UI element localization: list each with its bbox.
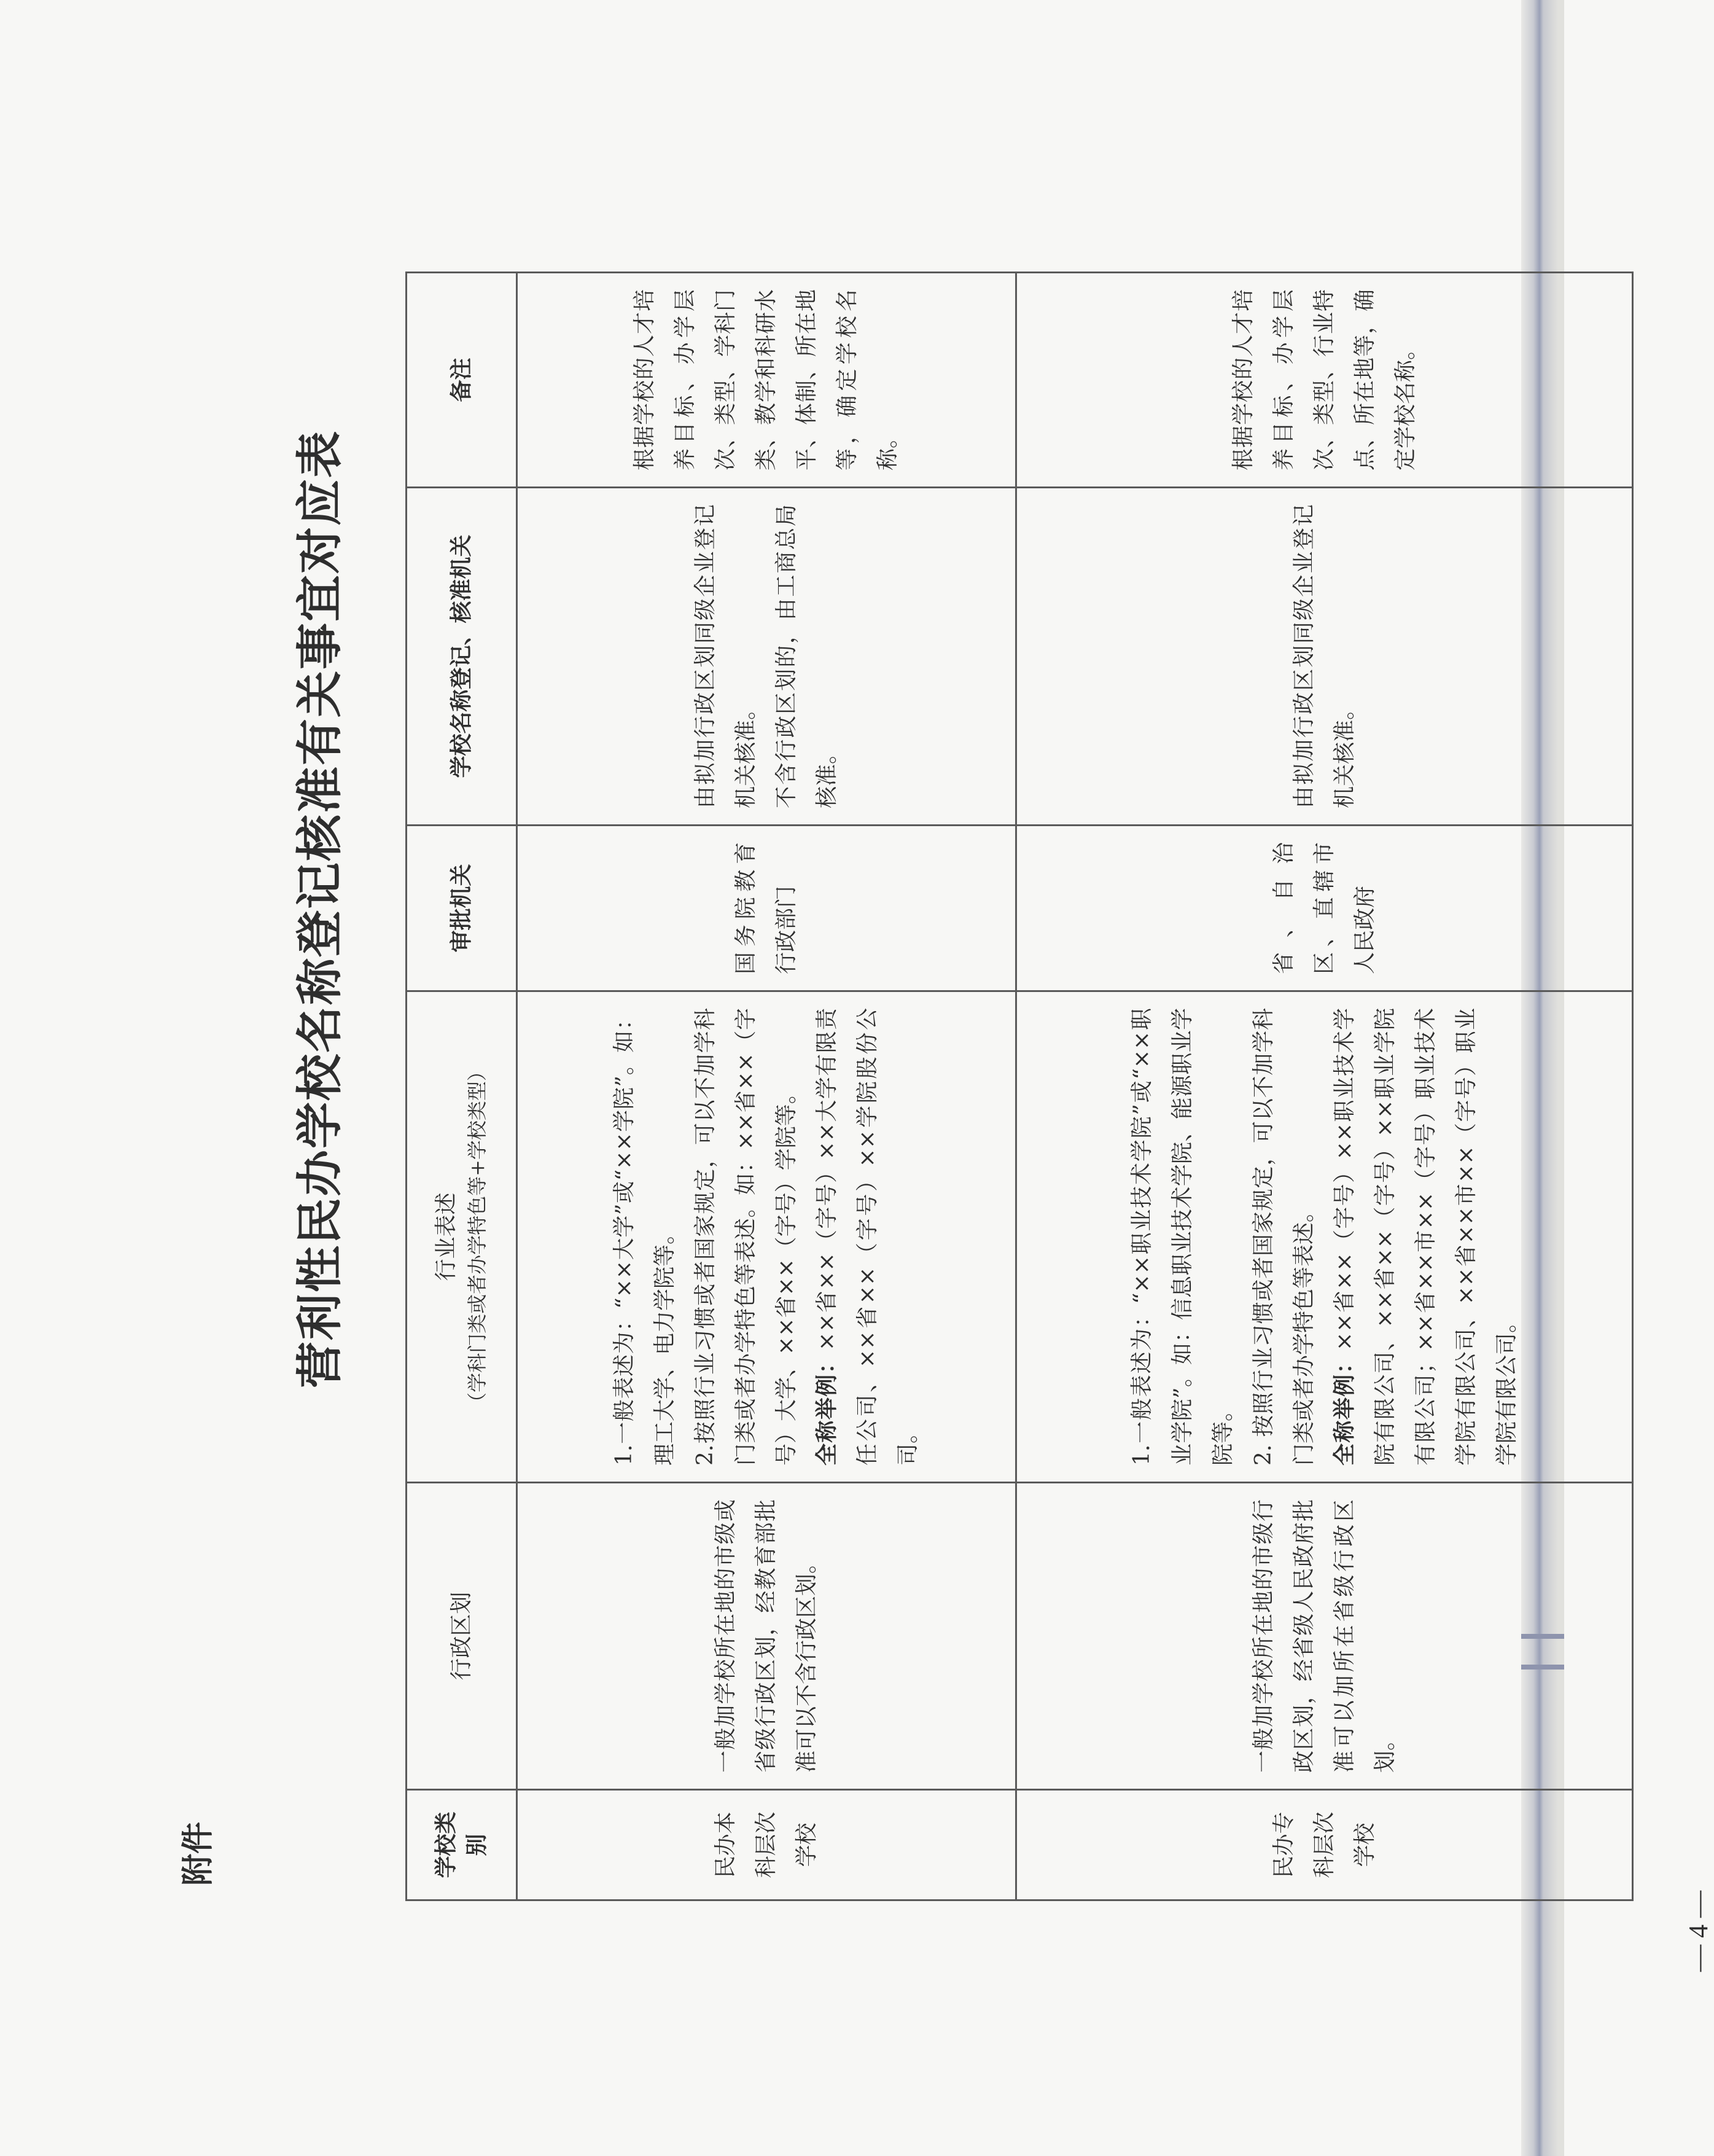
full-example-label: 全称举例： [1331,1350,1357,1466]
col-remarks: 备注 [407,273,517,488]
full-example-label: 全称举例： [814,1350,840,1466]
attachment-label: 附件 [179,1821,217,1886]
cell-admin-region: 一般加学校所在地的市级或省级行政区划，经教育部批准可以不含行政区划。 [517,1483,1016,1790]
cell-registration: 由拟加行政区划同级企业登记机关核准。 [1016,488,1633,826]
industry-item: 1.一般表述为：“××大学”或“××学院”。如：理工大学、电力学院等。 [612,1008,678,1466]
industry-item: 2.按照行业习惯或者国家规定，可以不加学科门类或者办学特色等表述。如：××省××（字号）大学、××省××（字号）学院等。 [693,1008,800,1466]
page-number: — 4 — [1683,1891,1713,1972]
cell-approval-authority: 国务院教育行政部门 [517,826,1016,991]
full-example [1325,1008,1527,1466]
col-approval-authority: 审批机关 [407,826,517,991]
full-example-text: ××省××（字号）××职业技术学院有限公司、××省××（字号）××职业学院有限公司；××省××市××（字号）职业技术学院有限公司、××省××市××（字号）职业学院有限公司。 [1331,1008,1519,1466]
cell-industry [1016,991,1633,1483]
col-school-type: 学校类别 [407,1790,517,1900]
full-example-text: ××省××（字号）××大学有限责任公司、××省××（字号）××学院股份公司。 [814,1008,921,1466]
document-title: 营利性民办学校名称登记核准有关事宜对应表 [292,430,347,1388]
table-row [517,273,1016,1900]
cell-registration: 由拟加行政区划同级企业登记机关核准。 不含行政区划的，由工商总局核准。 [517,488,1016,826]
table-header-row [407,273,517,1900]
col-admin-region: 行政区划 [407,1483,517,1790]
col-industry: 行业表述 （学科门类或者办学特色等+学校类型） [407,991,517,1483]
cell-school-type: 民办专科层次学校 [1016,1790,1633,1900]
cell-industry [517,991,1016,1483]
industry-item: 1.一般表述为：“××职业技术学院”或“××职业学院”。如：信息职业技术学院、能源职业学院等。 [1129,1008,1236,1466]
full-example [807,1008,929,1466]
correspondence-table [405,271,1634,1901]
industry-item: 2. 按照行业习惯或者国家规定，可以不加学科门类或者办学特色等表述。 [1250,1008,1317,1466]
cell-school-type: 民办本科层次学校 [517,1790,1016,1900]
table-row [1016,273,1633,1900]
col-registration: 学校名称登记、核准机关 [407,488,517,826]
cell-admin-region: 一般加学校所在地的市级行政区划，经省级人民政府批准可以加所在省级行政区划。 [1016,1483,1633,1790]
cell-approval-authority: 省、自治区、直辖市人民政府 [1016,826,1633,991]
cell-remarks: 根据学校的人才培养目标、办学层次、类型、学科门类、教学和科研水平、体制、所在地等，确定学校名称。 [517,273,1016,488]
cell-remarks: 根据学校的人才培养目标、办学层次、类型、行业特点、所在地等，确定学校名称。 [1016,273,1633,488]
